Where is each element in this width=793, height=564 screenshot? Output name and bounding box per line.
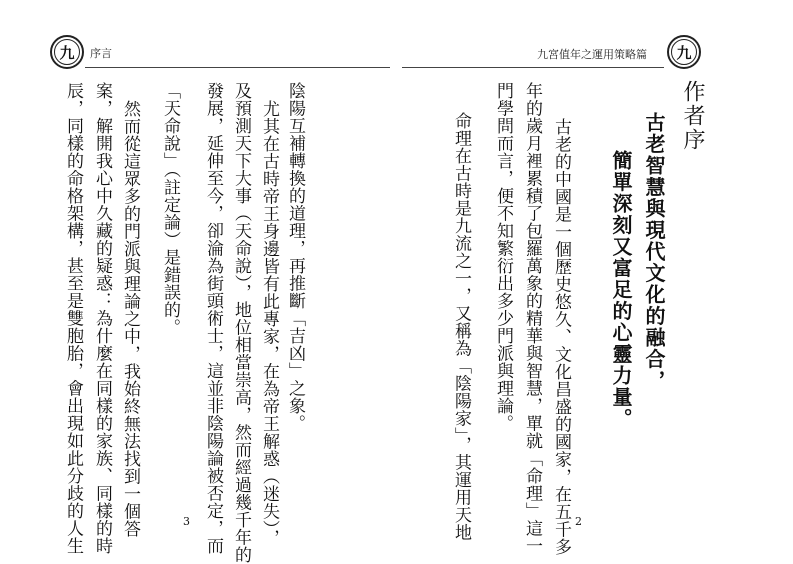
header-seal-right [667, 35, 701, 69]
preface-title: 作者序 [680, 80, 705, 152]
seal-text: 九 [676, 43, 692, 62]
body-line-1: 陰陽互補轉換的道理，再推斷「吉凶」之象。 [285, 82, 305, 432]
body-line-4: 命理在古時是九流之一，又稱為「陰陽家」，其運用天地 [451, 112, 471, 541]
body-line-2: 年的歲月裡累積了包羅萬象的精華與智慧，單就「命理」這一 [522, 82, 542, 555]
body-line-8: 辰，同樣的命格架構，甚至是雙胞胎，會出現如此分歧的人生 [63, 82, 83, 555]
preface-heading-2: 簡單深刻又富足的心靈力量。 [609, 150, 633, 430]
body-line-4: 發展，延伸至今，卻淪為街頭術士，這並非陰陽論被否定，而 [203, 82, 223, 555]
header-rule-right [402, 67, 664, 68]
body-line-1: 古老的中國是一個歷史悠久、文化昌盛的國家，在五千多 [551, 118, 571, 556]
left-header-title: 序言 [90, 47, 112, 60]
body-line-3: 門學問而言，便不知繁衍出多少門派與理論。 [493, 82, 513, 432]
page-number-right: 2 [575, 515, 582, 528]
page-number-left: 3 [183, 515, 190, 528]
body-line-5: 「天命說」（註定論）是錯誤的。 [160, 82, 180, 336]
body-line-6: 然而從這眾多的門派與理論之中，我始終無法找到一個答 [120, 100, 140, 538]
body-line-2: 尤其在古時帝王身邊皆有此專家，在為帝王解惑（迷失）， [259, 100, 279, 547]
header-rule-left [85, 67, 390, 68]
body-line-7: 案，解開我心中久藏的疑惑：為什麼在同樣的家族、同樣的時 [92, 82, 112, 555]
right-header-title: 九宮值年之運用策略篇 [537, 48, 647, 61]
header-seal-left [50, 35, 84, 69]
body-line-3: 及預測天下大事（天命說），地位相當崇高，然而經過幾千年的 [231, 82, 251, 564]
left-page [0, 0, 396, 564]
preface-heading-1: 古老智慧與現代文化的融合， [642, 112, 666, 392]
right-page [397, 0, 793, 561]
seal-text: 九 [59, 43, 75, 62]
